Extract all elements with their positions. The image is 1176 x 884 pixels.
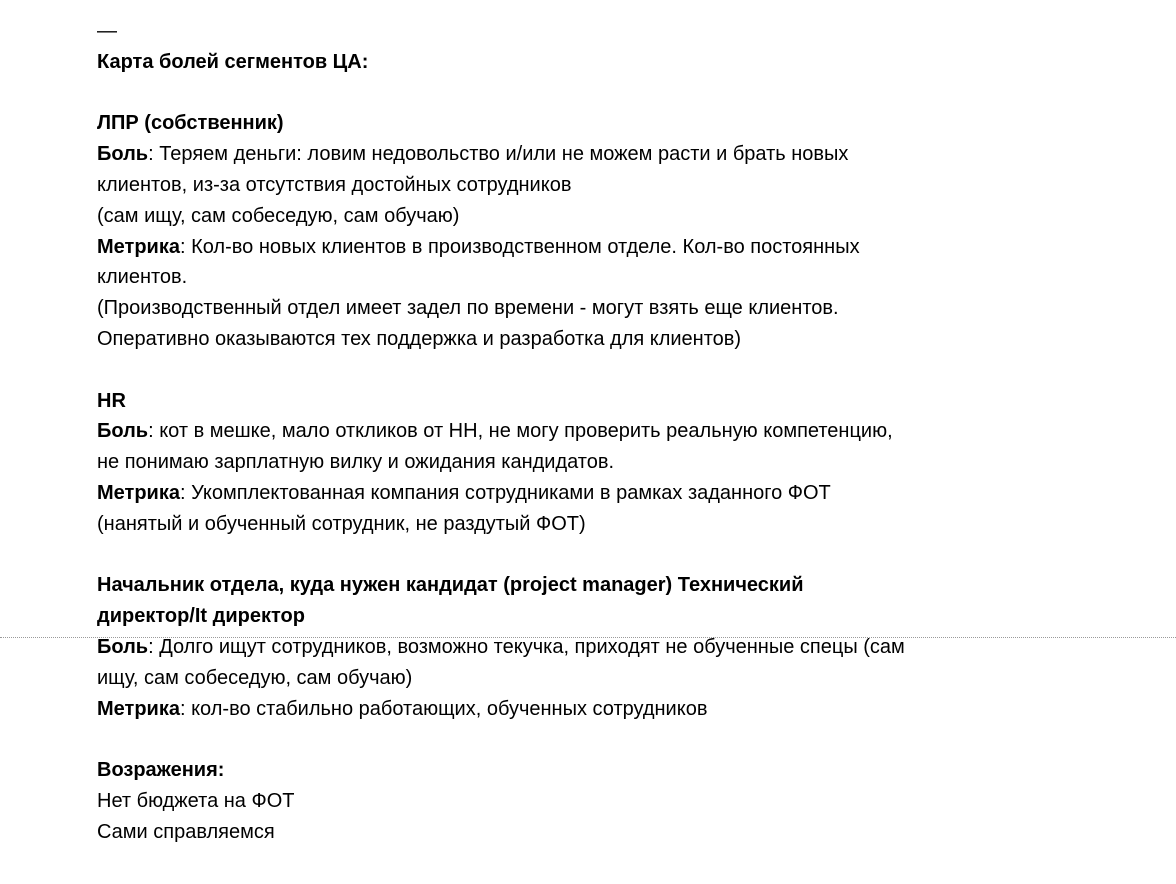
metric-text: : Укомплектованная компания сотрудниками в рамках заданного ФОТ	[179, 481, 831, 504]
head-metric	[97, 694, 905, 725]
pain-text: : Теряем деньги: ловим недовольство и/или не можем расти и брать новых	[148, 143, 849, 166]
blank-line	[97, 355, 905, 386]
pain-label: Боль	[97, 635, 149, 658]
metric-label: Метрика	[97, 481, 180, 504]
metric-text: (Производственный отдел имеет задел по времени - могут взять еще клиентов.	[97, 297, 839, 320]
metric-text: клиентов.	[97, 266, 188, 289]
pain-text: не понимаю зарплатную вилку и ожидания кандидатов.	[97, 451, 615, 474]
pain-label: Боль	[97, 420, 149, 443]
objection-item: Сами справляемся	[97, 820, 275, 843]
dash: —	[97, 20, 117, 42]
metric-label: Метрика	[97, 697, 180, 720]
objection-item: Нет бюджета на ФОТ	[97, 789, 295, 812]
hr-pain	[97, 416, 905, 447]
section-heading-objections: Возражения:	[97, 759, 225, 782]
lpr-pain	[97, 139, 905, 170]
section-heading-head-cont: директор/It директор	[97, 605, 305, 628]
pain-text: : Долго ищут сотрудников, возможно текучка, приходят не обученные спецы (сам	[148, 635, 905, 658]
pain-text: клиентов, из-за отсутствия достойных сотрудников	[97, 173, 572, 196]
blank-line	[97, 78, 905, 109]
pain-text: (сам ищу, сам собеседую, сам обучаю)	[97, 204, 460, 227]
section-heading-hr: HR	[97, 389, 126, 412]
hr-metric	[97, 478, 905, 509]
metric-text: : Кол-во новых клиентов в производственном отделе. Кол-во постоянных	[179, 235, 860, 258]
head-pain	[97, 632, 905, 663]
blank-line	[97, 540, 905, 571]
section-heading-lpr: ЛПР (собственник)	[97, 112, 284, 135]
blank-line	[97, 724, 905, 755]
metric-text: Оперативно оказываются тех поддержка и разработка для клиентов)	[97, 327, 742, 350]
metric-label: Метрика	[97, 235, 180, 258]
document-body	[97, 16, 905, 848]
metric-text: : кол-во стабильно работающих, обученных сотрудников	[179, 697, 708, 720]
document-title: Карта болей сегментов ЦА:	[97, 50, 369, 73]
lpr-metric	[97, 232, 905, 263]
pain-text: : кот в мешке, мало откликов от HH, не могу проверить реальную компетенцию,	[148, 420, 893, 443]
pain-label: Боль	[97, 143, 149, 166]
section-heading-head: Начальник отдела, куда нужен кандидат (project manager) Технический	[97, 574, 804, 597]
metric-text: (нанятый и обученный сотрудник, не раздутый ФОТ)	[97, 512, 586, 535]
pain-text: ищу, сам собеседую, сам обучаю)	[97, 666, 413, 689]
